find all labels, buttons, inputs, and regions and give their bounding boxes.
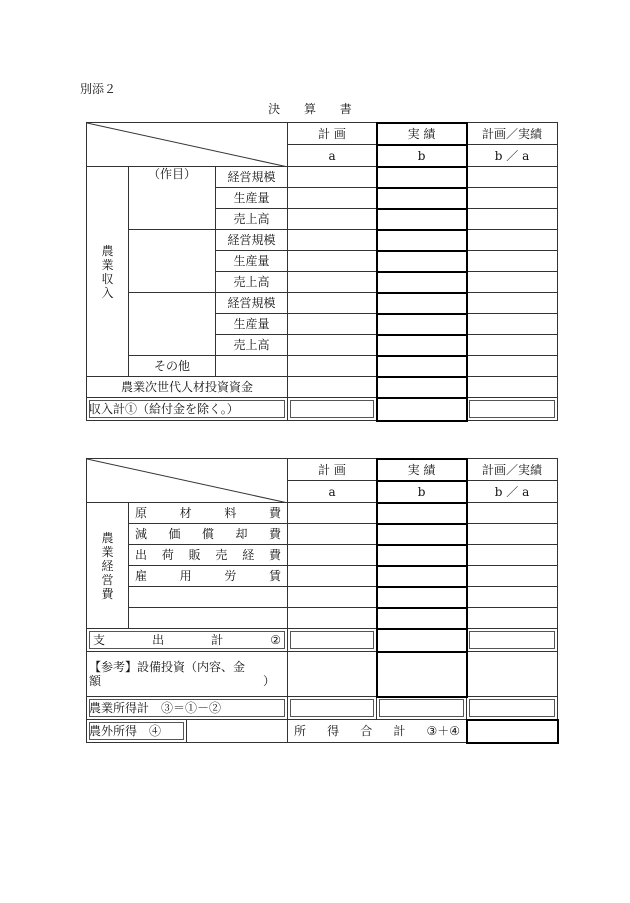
expense-item-blank bbox=[129, 608, 288, 629]
expense-total-label: 支 出 計 ② bbox=[87, 629, 288, 652]
row-sales: 売上高 bbox=[216, 335, 288, 356]
expense-item-shipping: 出 荷 販 売 経 費 bbox=[129, 545, 288, 566]
income-side-label: 農 業 収 入 bbox=[87, 167, 129, 377]
header-actual: 実 績 bbox=[377, 123, 467, 145]
expense-item-materials: 原 材 料 費 bbox=[129, 503, 288, 524]
row-scale: 経営規模 bbox=[216, 230, 288, 251]
header-plan-sub: a bbox=[288, 145, 377, 167]
header-actual-sub: b bbox=[377, 481, 467, 503]
header-plan-sub: a bbox=[288, 481, 377, 503]
row-output: 生産量 bbox=[216, 188, 288, 209]
page-title: 決 算 書 bbox=[268, 102, 362, 116]
header-actual: 実 績 bbox=[377, 459, 467, 481]
header-diagonal-cell-2 bbox=[87, 459, 288, 503]
farm-income-total: 農業所得計 ③＝①－② bbox=[87, 697, 288, 720]
expense-side-label: 農 業 経 営 費 bbox=[87, 503, 129, 629]
expense-item-depreciation: 減 価 償 却 費 bbox=[129, 524, 288, 545]
crop-label: （作目） bbox=[129, 167, 216, 230]
diagonal-line bbox=[87, 459, 288, 503]
header-ratio: 計画／実績 bbox=[467, 459, 558, 481]
row-scale: 経営規模 bbox=[216, 167, 288, 188]
diagonal-line bbox=[87, 123, 288, 167]
attachment-label: 別添２ bbox=[80, 82, 117, 96]
row-scale: 経営規模 bbox=[216, 293, 288, 314]
header-plan: 計 画 bbox=[288, 459, 377, 481]
reference-capex: 【参考】設備投資（内容、金 額 ） bbox=[87, 652, 288, 697]
grant-label: 農業次世代人材投資資金 bbox=[87, 377, 288, 398]
header-ratio: 計画／実績 bbox=[467, 123, 558, 145]
income-grand-total: 所 得 合 計 ③＋④ bbox=[288, 720, 467, 743]
row-output: 生産量 bbox=[216, 314, 288, 335]
income-total-label: 収入計①（給付金を除く。） bbox=[87, 398, 288, 421]
row-output: 生産量 bbox=[216, 251, 288, 272]
expense-item-wages: 雇 用 労 賃 bbox=[129, 566, 288, 587]
header-ratio-sub: b ／ a bbox=[467, 145, 558, 167]
header-ratio-sub: b ／ a bbox=[467, 481, 558, 503]
expense-item-blank bbox=[129, 587, 288, 608]
expense-table bbox=[86, 458, 558, 743]
non-farm-income: 農外所得 ④ bbox=[87, 720, 187, 743]
header-plan: 計 画 bbox=[288, 123, 377, 145]
crop-blank-2 bbox=[129, 230, 216, 293]
crop-blank-3 bbox=[129, 293, 216, 356]
header-diagonal-cell bbox=[87, 123, 288, 167]
row-sales: 売上高 bbox=[216, 272, 288, 293]
row-sales: 売上高 bbox=[216, 209, 288, 230]
other-label: その他 bbox=[129, 356, 216, 377]
income-table bbox=[86, 122, 558, 421]
header-actual-sub: b bbox=[377, 145, 467, 167]
